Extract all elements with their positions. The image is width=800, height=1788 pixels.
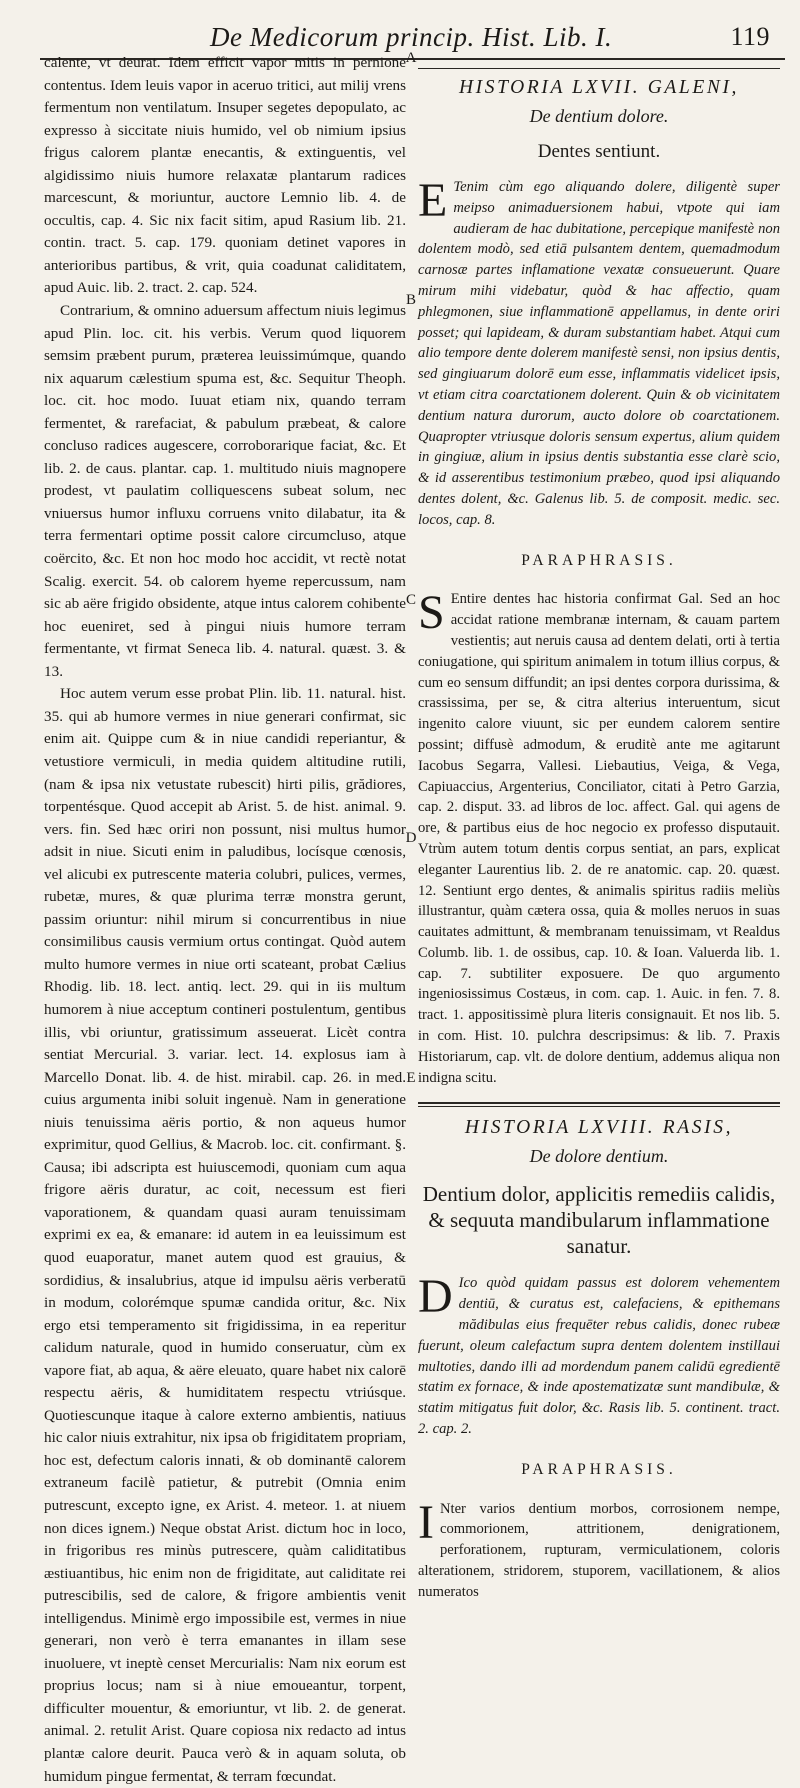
paraphrasis-67-body: Entire dentes hac historia confirmat Gal. Sed an hoc accidat ratione membranæ internam, & cauam partem vestientis; aut neruis causa ad dentem delati, orti à tertia coniugatione, qui spiritum animalem in totum illius corpus, & cum eo sensum diffundit; an ipsi dentes corpora durissima, & crassissima, per se, & citra alterius interuentum, sicut ingenito calore viuunt, sic per eundem calorem sentire possint; diffusè admodum, & eruditè ante me agitarunt Iacobus Segarra, Vallesi. Liebautius, Veiga, & Vega, Capiuaccius, Argenterius, Conciliator, citati à Petro Garzia, cap. 2. disput. 33. ad libros de loc. affect. Gal. qui agens de ore, & partibus eius de hoc negocio ex professo disputauit. Vtrùm autem totum dentis corpus sentiat, an pars, explicat eleganter Laurentius lib. 2. de re anatomic. cap. 20. quæst. 12. Sentiunt ergo dentes, & animalis spiritus radiis meliùs illustrantur, quàm cætera ossa, quia & molles neruos in suas cauitates admittunt, & membranam tenuissimam, vt Realdus Columb. lib. 1. de ossibus, cap. 10. & Ioan. Valuerda lib. 1. cap. 7. subtiliter exposuere. De quo argumento ingeniosissimus Costæus, in com. cap. 1. Auic. in fen. 7. 8. tract. 1. appositissimè plura literis consignauit. Et nos lib. 5. in com. Hist. 10. pulchra descripsimus: & lib. 7. Praxis Historiarum, cap. vlt. de dolore dentium, addemus aliqua non indigna scitu. <box>418 591 780 1086</box>
running-head <box>210 20 770 56</box>
drop-cap: I <box>418 1495 434 1549</box>
left-column <box>44 52 406 1788</box>
drop-cap: D <box>418 1270 453 1324</box>
paraphrasis-68-text <box>418 1495 780 1603</box>
history-67-subtitle: De dentium dolore. <box>529 106 669 126</box>
history-68-lemma: Dentium dolor, applicitis remediis calidis, & sequuta mandibularum inflammatione sanatur. <box>422 1182 776 1259</box>
history-68-subtitle: De dolore dentium. <box>529 1146 669 1167</box>
history-67-text <box>418 174 780 531</box>
section-rule <box>418 68 780 69</box>
running-title: De Medicorum princip. Hist. Lib. I. <box>210 22 613 52</box>
history-68-title: HISTORIA LXVIII. RASIS, <box>464 1117 734 1139</box>
history-67-body: Tenim cùm ego aliquando dolere, diligentè super meipso animaduersionem habui, vtpote qui iam audieram de hac dubitatione, percepique manifestè non dolentem modò, sed etiā pulsantem dentem, quemadmodum carnosæ partes inflamatione vexatæ consueuerunt. Quare mirum mihi videbatur, quòd & hac affectio, quam phlegmonen, siue inflammationē appellamus, in dente oriri posset; qui lapideam, & duram substantiam habet. Atqui cum alio tempore dente dolerem manifestè sensi, non ipsius dentis, sed gingiuarum dolorē eum esse, inflammatis videlicet ipsis, vt etiam citra coarctationem dolerent. Quin & ob vicinitatem dentium natura durorum, aucto dolore ob coarctationem. Quapropter vtriusque doloris sensum expertus, alium quidem in gingiuæ, alium in ipsius dentis substantia esse clarè scio, & id asserentibus testimonium præbeo, quod ipsi aliquando dentes dolent, &c. Galenus lib. 5. de composit. medic. sec. locos, cap. 8. <box>418 179 780 528</box>
margin-letter-b: B <box>405 292 416 308</box>
paragraph: Contrarium, & omnino aduersum affectum niuis legimus apud Plin. loc. cit. his verbis. Verum quod liquorem semsim præbent purum, præterea leuissimúmque, quando nix aquarum cælestium spuma est, &c. Sequitur Theoph. loc. cit. hoc modo. Iuuat etiam nix, quando terram fermentet, & rarefaciat, & pabulum præbeat, & calore concluso radices augescere, corroborarique faciat, &c. Et lib. 2. de caus. plantar. cap. 1. multitudo niuis magnopere prodest, vt paulatim colliquescens subeat solum, nec vniuersus humor influxu corruens vnito dilabatur, ita & terra fermentari optime possit calore circumcluso, atque coërcito, &c. Et non hoc modo hoc accidit, vt rectè notat Scalig. exercit. 54. ob calorem hyeme repercussum, nam sic ab aëre frigido obsidente, atque intus calorem cohibente hoc eueniret, sed à pingui niuis humore terram fermentante, vt firmat Seneca lib. 4. natural. quæst. 3. & 13. <box>44 302 406 680</box>
right-column <box>418 68 780 1603</box>
paraphrasis-68-body: Nter varios dentium morbos, corrosionem nempe, commorionem, attritionem, denigrationem, perforationem, rupturam, vermiculationem, coloris alterationem, stridorem, stuporem, vacillationem, & alios numeratos <box>418 1500 780 1600</box>
paraphrasis-heading: PARAPHRASIS. <box>521 551 677 569</box>
margin-letter-a: A <box>405 50 417 66</box>
paraphrasis-heading: PARAPHRASIS. <box>521 1460 677 1478</box>
page-number: 119 <box>730 22 770 51</box>
history-67-lemma: Dentes sentiunt. <box>537 141 661 162</box>
paragraph: calente, vt deurat. Idem efficit vapor mitis in pernione contentus. Idem leuis vapor in aceruo tritici, aut milij vrens fermentum non ventilatum. Insuper segetes depopulato, ac expresso à siccitate niuis humido, vel ob nimium ipsius frigus calorem plantæ enecantis, & extinguentis, vel algidissimo niuis humore relaxatæ plantarum radices marcescunt, & moriuntur, auctore Lemnio lib. 4. de occultis, cap. 4. Sic nix facit sitim, apud Rasium lib. 21. contin. tract. 5. cap. 179. quoniam detinet vapores in anterioribus partibus, & vrit, quia coadunat caliditatem, apud Auic. lib. 2. tract. 2. cap. 524. <box>44 54 406 297</box>
drop-cap: S <box>418 586 445 640</box>
history-67-title: HISTORIA LXVII. GALENI, <box>458 77 740 98</box>
history-68-text <box>418 1270 780 1439</box>
margin-letter-c: C <box>405 592 416 608</box>
paraphrasis-67-text <box>418 586 780 1088</box>
history-68-body: Ico quòd quidam passus est dolorem vehementem dentiū, & curatus est, calefaciens, & epithemans mădibulas eius frequēter rebus calidis, donec rubeæ fuerunt, oleum calefactum supra dentem dolentem instillaui multoties, dando illi ad mordendum panem calidū egredientē statim ex fornace, & inde apostematizatæ sunt mandibulæ, & statim mitigatus fuit dolor, &c. Rasis lib. 5. continent. tract. 2. cap. 2. <box>418 1275 780 1438</box>
paragraph: Hoc autem verum esse probat Plin. lib. 11. natural. hist. 35. qui ab humore vermes in niue generari confirmat, sic enim ait. Quippe cum & in niue candidi reperiantur, & vetustiore vermiculi, in media quidem altitudine rutili, (nam & ipsa nix vetustate rubescit) hirti pilis, grădiores, torpentésque. Quod accepit ab Arist. 5. de hist. animal. 9. vers. fin. Sed hæc oriri non possunt, nisi multus humor adsit in niue. Sicuti enim in paludibus, locísque cœnosis, vel alicubi ex putrescente materia colubri, pulices, vermes, rubetæ, mures, & quæ plurima terræ monstra gerunt, passim oriuntur: nihil mirum si concurrentibus in niue consimilibus causis vermium ortus contingat. Quòd autem multo humore vermes in niue orti scateant, probat Cælius Rhodig. lib. 18. lect. antiq. lect. 29. qui in iis multum humorem à niue acceptum contineri postulentum, gentibus illis, vbi oriuntur, gratissimum asseuerat. Licèt contra sentiat Mercurial. 3. variar. lect. 14. explosus iam à Marcello Donat. lib. 4. de hist. mirabil. cap. 26. in med. cuius argumenta inibi soluit ingenuè. Nam in generatione niuis tenuissima aëris portio, & non aqueus humor exprimitur, quod Gellius, & Macrob. loc. cit. confirmant. §. Causa; ibi adscripta est huiuscemodi, quoniam cum aqua frigore aëris duratur, ac coit, necessum est fieri vaporationem, & quandam quasi auram tenuissimam exprimi ex ea, & emanare: id autem in ea leuissimum est quod euaporatur, manet autem quod est grauius, & sordidius, & insalubrius, atque id impulsu aëris verberatū in modum, colorémque spumæ candida oritur, &c. Nix ergo etsi temperamento sit frigidissima, in ea reperitur calidum naturale, quod in humido conseruatur, cùm ex vapore fiat, ab aqua, & aëre eleuato, quare habet nix calorē respectu aëris, & humiditatem respectu vtriúsque. Quotiescunque itaque à calore externo ambientis, natiuus hic calor niuis extrahitur, nix ipsa ob frigiditatem propriam, hoc est, defectum caloris innati, & ob dominantē calorem extraneum facilè patietur, & putrebit (Omnia enim putrescunt, excepto igne, ex Arist. 4. meteor. 1. at niuem non dices ignem.) Neque obstat Arist. dictum hoc in loco, in frigoribus res minùs putrescere, quàm caliditatibus æstiuantibus, hic enim non de frigiditate, aut caliditate rei putrescibilis, sed de calore, & frigore ambientis venit intelligendus. Minimè ergo impossibile est, vermes in niue generari, non verò è terra emanantes in illam sese inuoluere, vt ineptè censet Mercurialis: Nam nix eorum est proprius locus; nam si à niue emoueantur, torpent, difficulter mouentur, & emoriuntur, vt lib. 2. de generat. animal. 2. retulit Arist. Quare copiosa nix redacto ad intus plantæ calore deurit. Pauca verò & in aquam soluta, ob humidum pingue fermentat, & terram fœcundat. <box>44 685 406 1785</box>
margin-letter-e: E <box>406 1070 416 1086</box>
drop-cap: E <box>418 174 448 227</box>
margin-letter-d: D <box>405 830 417 846</box>
section-rule <box>418 1102 780 1107</box>
